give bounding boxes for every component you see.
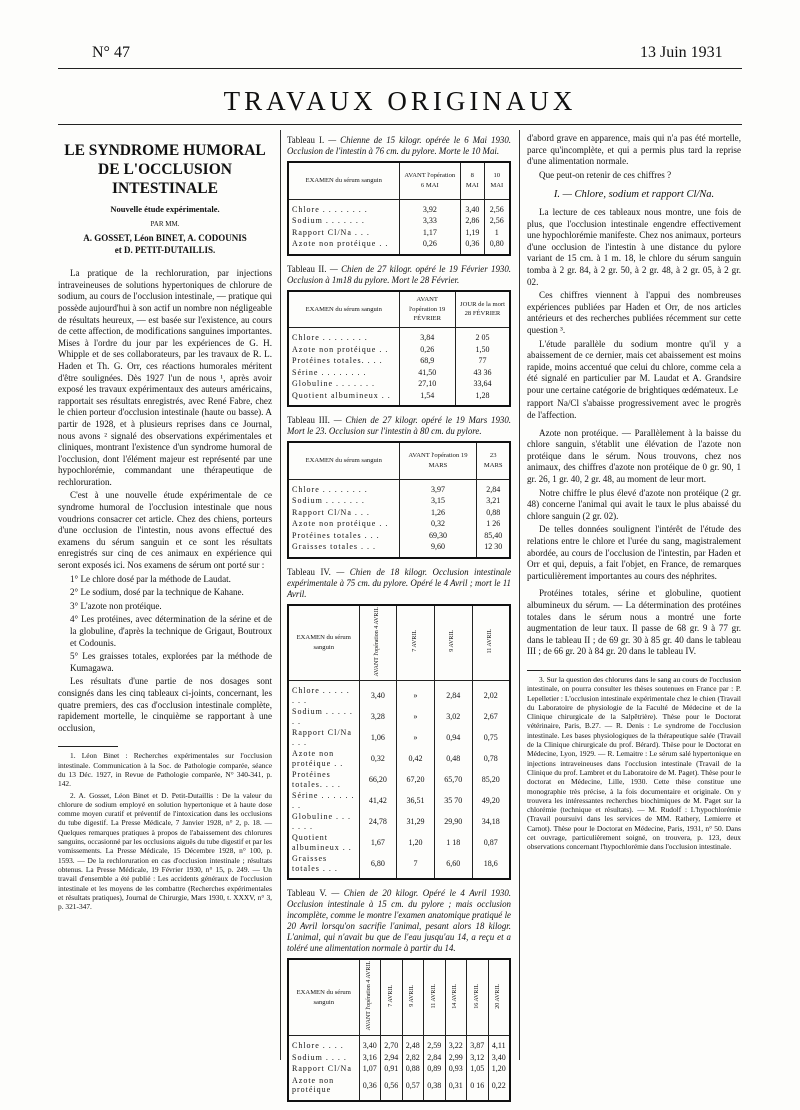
table-cell: 12 30 [477, 541, 509, 557]
table-caption-label: Tableau IV. [287, 566, 331, 577]
table-cell: 2,56 [484, 215, 509, 227]
row-label: Chlore . . . . . . . . [292, 686, 350, 705]
table-cell: 85,20 [472, 769, 509, 790]
table-cell: 18,6 [472, 853, 509, 878]
table-cell: 65,70 [434, 769, 472, 790]
table-cell: 1,20 [397, 832, 435, 853]
table-header-cell [445, 960, 467, 1035]
table-header-cell: JOUR de la mort 28 FÉVRIER [455, 292, 509, 328]
table-cell: 0,31 [445, 1075, 467, 1100]
table-caption-label: Tableau III. [287, 415, 330, 425]
column-divider-1 [280, 130, 281, 1060]
table-cell: » [397, 727, 435, 748]
table-cell: 2,84 [424, 1052, 446, 1064]
table-row [289, 853, 509, 878]
issue-date: 13 Juin 1931 [640, 44, 723, 61]
table-caption [287, 567, 511, 600]
table-cell: 3,12 [467, 1052, 489, 1064]
table-cell: 68,9 [399, 355, 455, 367]
tables-container [287, 135, 511, 1102]
paragraph: Les résultats d'une partie de nos dosages sont consignés dans les cinq tableaux ci-joints, concernant, les quatre premiers, des cas d'occlusion intestinale complète, rapidement mortelle, le cinquième se rapportant à une occlusion, [58, 676, 272, 733]
table-cell: 9,60 [399, 541, 477, 557]
table-cell: 49,20 [472, 790, 509, 811]
table-cell: 3,92 [399, 199, 461, 215]
page-number: N° 47 [92, 44, 130, 61]
table-row [289, 530, 509, 542]
table-cell: 3,02 [434, 706, 472, 727]
table-cell: 2,56 [484, 199, 509, 215]
paragraph: d'abord grave en apparence, mais qui n'a pas été mortelle, parce qu'incomplète, et qui a permis plus tard la reprise d'une alimentation normale. [527, 133, 741, 167]
row-label: Azote non protéique . . [292, 519, 389, 528]
footnote: 1. Léon Binet : Recherches expérimentales sur l'occlusion intestinale. Communication à la Soc. de Pathologie comparée, séance du 13 Déc. 1927, in Revue de Pathologie comparée, N° 340-341, p. 142. [58, 751, 272, 789]
table-row [289, 790, 509, 811]
table-cell: 41,50 [399, 367, 455, 379]
table-cell: 3,28 [359, 706, 397, 727]
data-table [287, 441, 511, 559]
table-caption-text: — Chien de 27 kilogr. opéré le 19 Mars 1930. Mort le 23. Occlusion sur l'intestin à 80 cm. du pylore. [287, 415, 511, 436]
table-cell: 0,87 [472, 832, 509, 853]
table-cell: 0,93 [445, 1063, 467, 1075]
paragraph: Ces chiffres viennent à l'appui des nombreuses expériences publiées par Haden et Orr, de nos articles antérieurs et des recherches publiées récemment sur cette question ³. [527, 290, 741, 335]
column-divider-2 [519, 130, 520, 1060]
row-label: Sodium . . . . [292, 1052, 347, 1062]
table-caption-text: — Chien de 27 kilogr. opéré le 19 Février 1930. Occlusion à 1m18 du pylore. Mort le 28 Février. [287, 263, 512, 285]
table-cell: 69,30 [399, 530, 477, 542]
row-label: Globuline . . . . . . . [292, 379, 375, 388]
row-label: Protéines totales . . . [292, 530, 380, 540]
row-label: Globuline . . . . . . . [292, 812, 351, 831]
table-header-cell: EXAMEN du sérum sanguin [289, 960, 359, 1035]
table-cell: 0,48 [434, 748, 472, 769]
article-subtitle: Nouvelle étude expérimentale. [110, 204, 220, 214]
table-row [289, 748, 509, 769]
table-header-cell [488, 960, 509, 1035]
row-label: Sérine . . . . . . . . [292, 791, 355, 810]
list-item: 2° Le sodium, dosé par la technique de Kahane. [70, 587, 244, 598]
table-cell: 2,59 [424, 1036, 446, 1052]
table-row [289, 378, 509, 390]
table-row [289, 727, 509, 748]
table-cell: 2,02 [472, 681, 509, 707]
table-cell: 0,26 [399, 238, 461, 254]
table-row [289, 681, 509, 707]
paragraph: La pratique de la rechloruration, par injections intraveineuses de solutions hypertoniques de chlorure de sodium, au cours de l'occlusion intestinale, — pratique qui possède aujourd'hui à son actif un nombre non négligeable de résultats heureux, — est basée sur l'existence, au cours de cette affection, de modifications sanguines importantes. Mises à l'ordre du jour par les expériences de G. H. Whipple et de ses collaborateurs, par les travaux de R. L. Haden et Th. G. Orr, ces réactions humorales méritent d'être soulignées. Dès 1927 l'un de nous ¹, après avoir exposé les travaux expérimentaux des auteurs américains, rapportait ses résultats enregistrés, avec René Fabre, chez le chien porteur d'occlusion intestinale (haute ou basse). A partir de 1928, et à plusieurs reprises dans ce Journal, nous avons ² signalé des observations expérimentales et cliniques, montrant l'existence d'un syndrome humoral de l'occlusion, dont l'élément majeur est représenté par une hypochlorémie, commandant une thérapeutique de rechloruration. [58, 268, 272, 487]
table-cell: 2,84 [477, 479, 509, 495]
table-cell: 7 [397, 853, 435, 878]
row-label: Sodium . . . . . . . [292, 496, 365, 505]
table-row [289, 199, 509, 215]
row-label: Chlore . . . . [292, 1041, 344, 1051]
table-cell: 33,64 [455, 378, 509, 390]
table-caption-label: Tableau II. [287, 263, 327, 274]
table-row [289, 390, 509, 406]
authors-line-1: A. GOSSET, Léon BINET, A. CODOUNIS [83, 233, 247, 244]
table-cell: 0,75 [472, 727, 509, 748]
table-cell: 43 36 [455, 367, 509, 379]
row-label: Rapport Cl/Na . . . [292, 227, 370, 237]
row-label: Rapport Cl/Na . . . [292, 728, 352, 747]
table-cell: 6,80 [359, 853, 397, 878]
header-text: AVANT l'opération 4 AVRIL [366, 961, 372, 1031]
table-header-cell [359, 606, 397, 681]
table-cell: 0,36 [461, 238, 484, 254]
table-cell: 1,50 [455, 344, 509, 356]
row-label: Protéines totales. . . . [292, 356, 383, 365]
table-cell: 0,32 [399, 518, 477, 530]
table-cell: 3,40 [359, 681, 397, 707]
table-cell: 0,88 [402, 1063, 424, 1075]
table-cell: 2,70 [381, 1036, 403, 1052]
table-cell: 0,94 [434, 727, 472, 748]
row-label: Sodium . . . . . . . [292, 707, 353, 726]
par-label: PAR MM. [150, 219, 180, 228]
table-header-cell [381, 960, 403, 1035]
table-caption [287, 135, 511, 157]
table-cell: 3,16 [359, 1052, 381, 1064]
header-text: 20 AVRIL [495, 983, 501, 1009]
table-header-cell: 8 MAI [461, 163, 484, 199]
row-label: Azote non protéique [292, 1075, 335, 1095]
table-header-cell [402, 960, 424, 1035]
table-cell: » [397, 681, 435, 707]
table-cell: 1 26 [477, 518, 509, 530]
table-row [289, 811, 509, 832]
table-cell: 0,78 [472, 748, 509, 769]
table-caption-text: — Chienne de 15 kilogr. opérée le 6 Mai 1930. Occlusion de l'intestin à 76 cm. du pylore. Morte le 10 Mai. [287, 135, 512, 156]
section-heading-text: I. — Chlore, sodium et rapport Cl/Na. [553, 189, 715, 201]
table-cell: 1,05 [467, 1063, 489, 1075]
data-table [287, 290, 511, 408]
table-caption [287, 264, 511, 286]
table-cell: 2,99 [445, 1052, 467, 1064]
table-cell: 1,06 [359, 727, 397, 748]
table-row [289, 832, 509, 853]
footnote: 3. Sur la question des chlorures dans le sang au cours de l'occlusion intestinale, on pourra consulter les thèses soutenues en France par : P. Lepelletier : L'occlusion intestinale expérimentale chez le chien (Travail du Laboratoire de physiologie de la Faculté de Médecine et de la Clinique chirurgicale de la Salpêtrière). Thèse pour le Doctorat vétérinaire, Paris, B.27. — R. Denis : Le syndrome de l'occlusion intestinale. Les bases physiologiques de la thérapeutique salée (Travail de la Clinique chirurgicale du prof. Bérard). Thèse pour le Doctorat en Médecine, Lyon, 1929. — R. Lemaitre : Le sérum salé hypertonique en injections intraveineuses dans l'occlusion intestinale (Travail de la Clinique du prof. Lambret et du Laboratoire de M. Paget). Thèse pour le doctorat en Médecine, Lille, 1930. Cette thèse constitue une monographie très précise, à la fois documentaire et originale. On y trouvera les intéressantes recherches biochimiques de M. Paget sur la chlorémie (technique et résultats). — M. Rudolf : L'hypochlorémie (Travail poursuivi dans les services de MM. Rathery, Lemierre et Carnot). Thèse pour le Doctorat en Médecine, Paris, 1931, n° 50. Dans cet ouvrage, particulièrement soigné, on trouvera, p. 123, deux observations concernant l'hypochlorémie dans l'occlusion intestinale. [527, 674, 741, 852]
table-row [289, 227, 509, 239]
table-caption [287, 415, 511, 437]
table-cell: 41,42 [359, 790, 397, 811]
table-cell: 3,21 [477, 495, 509, 507]
row-label: Sérine . . . . . . . . [292, 367, 367, 377]
data-table [287, 604, 511, 881]
row-label: Chlore . . . . . . . . [292, 484, 368, 494]
paragraph: Azote non protéique. — Parallèlement à la baisse du chlore sanguin, s'établit une élévation de l'azote non protéique dans le sérum. Nous trouvons, chez nos animaux, des chiffres d'azote non protéique de 0 gr. 90, 1 gr. 26, 1 gr. 40, 2 gr. 48, au moment de leur mort. [527, 427, 741, 485]
list-item: 3° L'azote non protéique. [70, 600, 162, 611]
table-caption-text: — Chien de 20 kilogr. Opéré le 4 Avril 1930. Occlusion intestinale à 15 cm. du pylore ; mais occlusion incomplète, comme le montre l'examen anatomique pratiqué le 20 Avril lorsqu'on sacrifie l'animal, pesant alors 18 kilogr. L'animal, qui n'avait bu que de l'eau jusqu'au 14, a reçu et a toléré une alimentation normale à partir du 14. [287, 888, 511, 954]
row-label: Sodium . . . . . . . [292, 216, 365, 225]
table-row [289, 541, 509, 557]
table-cell: 3,40 [359, 1036, 381, 1052]
table-cell: 0,57 [402, 1075, 424, 1100]
article-title: LE SYNDROME HUMORAL DE L'OCCLUSION INTESTINALE [64, 142, 266, 197]
left-column [58, 133, 272, 913]
table-cell: 29,90 [434, 811, 472, 832]
table-cell: 3,40 [488, 1052, 509, 1064]
table-row [289, 1063, 509, 1075]
table-row [289, 238, 509, 254]
table-cell: 3,97 [399, 479, 477, 495]
table-cell: 1,17 [399, 227, 461, 239]
table-cell: 2,82 [402, 1052, 424, 1064]
table-cell: 0,88 [477, 507, 509, 519]
table-cell: 1,67 [359, 832, 397, 853]
table-cell: 35 70 [434, 790, 472, 811]
table-cell: 2,48 [402, 1036, 424, 1052]
table-cell: 2 05 [455, 328, 509, 344]
list-item: 1° Le chlore dosé par la méthode de Laudat. [70, 573, 231, 584]
row-label: Azote non protéique . . [292, 344, 389, 354]
table-header-cell: EXAMEN du sérum sanguin [289, 292, 399, 328]
table-cell: 0,89 [424, 1063, 446, 1075]
table-row [289, 769, 509, 790]
table-cell: 0,32 [359, 748, 397, 769]
tables-column [287, 133, 511, 1110]
header-text: AVANT l'opération 4 AVRIL [374, 606, 381, 676]
table-cell: 4,11 [488, 1036, 509, 1052]
row-label: Quotient albumineux . . [292, 833, 352, 852]
header-text: 9 AVRIL [449, 630, 456, 653]
table-cell: 3,87 [467, 1036, 489, 1052]
table-row [289, 706, 509, 727]
table-cell: 1 [484, 227, 509, 239]
table-header-cell: AVANT l'opération 6 MAI [399, 163, 461, 199]
table-cell: 3,84 [399, 328, 455, 344]
table-row [289, 328, 509, 344]
table-header-cell: EXAMEN du sérum sanguin [289, 606, 359, 681]
table-row [289, 344, 509, 356]
row-label: Graisses totales . . . [292, 542, 376, 551]
table-cell: 3,15 [399, 495, 477, 507]
table-cell: 0,26 [399, 344, 455, 356]
paragraph: Notre chiffre le plus élevé d'azote non protéique (2 gr. 48) concerne l'animal qui avait le taux le plus abaissé du chlore sanguin (2 gr. 02). [527, 487, 741, 521]
table-row [289, 507, 509, 519]
row-label: Protéines totales. . . . [292, 770, 341, 789]
table-cell: 85,40 [477, 530, 509, 542]
section-heading [527, 189, 741, 201]
table-row [289, 518, 509, 530]
table-header-cell [434, 606, 472, 681]
header-text: 14 AVRIL [452, 983, 458, 1009]
row-label: Chlore . . . . . . . . [292, 333, 368, 342]
table-header-cell [397, 606, 435, 681]
footnote-rule [527, 670, 741, 671]
table-row [289, 355, 509, 367]
header-text: 9 AVRIL [409, 985, 415, 1008]
paragraph: L'étude parallèle du sodium montre qu'il y a abaissement de ce dernier, mais cet abaissement est moins rapide, moins accentué que celui du chlore, comme cela a été signalé en particulier par M. Laudat et A. Grandsire pour une certaine catégorie de brightiques œdémateux. Le [527, 338, 741, 395]
section-title: TRAVAUX ORIGINAUX [223, 86, 577, 116]
table-header-cell [359, 960, 381, 1035]
table-header-cell: EXAMEN du sérum sanguin [289, 163, 399, 199]
list-item: 5° Les graisses totales, explorées par la méthode de Kumagawa. [70, 651, 272, 673]
row-label: Azote non protéique . . [292, 749, 344, 768]
list-item: 4° Les protéines, avec détermination de la sérine et de la globuline, d'après la technique de Grigaut, Boutroux et Codounis. [70, 614, 272, 648]
table-row [289, 479, 509, 495]
table-cell: 0,42 [397, 748, 435, 769]
table-cell: 0,80 [484, 238, 509, 254]
table-header-cell: AVANT l'opération 19 MARS [399, 443, 477, 479]
table-cell: » [397, 706, 435, 727]
table-row [289, 1052, 509, 1064]
table-cell: 0,38 [424, 1075, 446, 1100]
table-cell: 0,56 [381, 1075, 403, 1100]
table-cell: 1,20 [488, 1063, 509, 1075]
table-cell: 31,29 [397, 811, 435, 832]
table-cell: 1,54 [399, 390, 455, 406]
table-cell: 1 18 [434, 832, 472, 853]
header-text: 11 AVRIL [430, 983, 437, 1009]
table-caption-text: — Chien de 18 kilogr. Occlusion intestinale expérimentale à 75 cm. du pylore. Opéré le 4 Avril ; mort le 11 Avril. [287, 566, 512, 599]
table-header-cell [472, 606, 509, 681]
header-text: 7 AVRIL [387, 985, 394, 1008]
title-rule [58, 124, 742, 125]
table-row [289, 495, 509, 507]
table-cell: 66,20 [359, 769, 397, 790]
row-label: Rapport Cl/Na . . . [292, 507, 370, 517]
table-cell: 24,78 [359, 811, 397, 832]
table-cell: 2,67 [472, 706, 509, 727]
table-header-cell: EXAMEN du sérum sanguin [289, 443, 399, 479]
table-cell: 6,60 [434, 853, 472, 878]
paragraph: La lecture de ces tableaux nous montre, une fois de plus, que l'occlusion intestinale engendre effectivement une hypochlorémie manifeste. Chez nos animaux, porteurs d'une occlusion de l'intestin à une distance du pylore variant de 15 cm. à 1 m. 18, le chlore du sérum sanguin tomba à 2 gr. 84, à 2 gr. 50, à 2 gr. 48, à 2 gr. 05, à 2 gr. 02. [527, 206, 741, 287]
table-cell: 1,28 [455, 390, 509, 406]
paragraph: Que peut-on retenir de ces chiffres ? [539, 169, 672, 180]
table-cell: 1,19 [461, 227, 484, 239]
right-column [527, 133, 741, 854]
table-row [289, 367, 509, 379]
header-text: 7 AVRIL [411, 630, 418, 653]
table-header-cell: AVANT l'opération 19 FÉVRIER [399, 292, 455, 328]
table-cell: 0,36 [359, 1075, 381, 1100]
header-rule [58, 68, 742, 69]
data-table [287, 161, 511, 256]
footnote: 2. A. Gosset, Léon Binet et D. Petit-Dutaillis : De la valeur du chlorure de sodium employé en solution hypertonique et à haute dose comme moyen curatif et préventif de l'intoxication dans les occlusions du tube digestif. La Presse Médicale, 7 Janvier 1928, n° 2, p. 18. — Quelques remarques pratiques à propos de l'abaissement des chlorures sanguins, occasionné par les occlusions aiguës du tube digestif et par les vomissements. La Presse Médicale, 15 Décembre 1928, n° 100, p. 1593. — De la rechloruration en cas d'occlusion intestinale ; résultats obtenus. La Presse Médicale, 19 Février 1930, n° 15, p. 249. — Un travail d'ensemble a été publié : Les accidents généraux de l'occlusion intestinale et les moyens de les combattre (Recherches expérimentales et résultats pratiques), Journal de Chirurgie, Mars 1930, t. XXXV, n° 3, p. 321-347. [58, 790, 272, 912]
table-cell: 77 [455, 355, 509, 367]
table-caption [287, 888, 511, 954]
table-cell: 1,07 [359, 1063, 381, 1075]
table-cell: 3,40 [461, 199, 484, 215]
table-cell: 2,86 [461, 215, 484, 227]
paragraph: De telles données soulignent l'intérêt de l'étude des relations entre le chlore et l'urée du sang, magistralement abordée, au cours de l'occlusion de l'intestin, par Haden et Orr et qui, depuis, a fait l'objet, en France, de remarques particulièrement importantes au cours des néphrites. [527, 524, 741, 581]
paragraph: rapport Na/Cl s'abaisse progressivement avec le progrès de l'affection. [527, 398, 741, 421]
table-cell: 0,91 [381, 1063, 403, 1075]
header-text: 11 AVRIL [487, 628, 494, 654]
row-label: Rapport Cl/Na [292, 1064, 352, 1074]
table-cell: 27,10 [399, 378, 455, 390]
table-cell: 2,84 [434, 681, 472, 707]
header-text: 16 AVRIL [473, 983, 480, 1009]
table-header-cell [424, 960, 446, 1035]
footnote-rule [58, 746, 118, 747]
table-caption-label: Tableau I. [287, 135, 325, 145]
table-cell: 34,18 [472, 811, 509, 832]
authors-line-2: et D. PETIT-DUTAILLIS. [114, 245, 216, 256]
table-row [289, 1075, 509, 1100]
authors [58, 232, 272, 256]
table-cell: 1,26 [399, 507, 477, 519]
table-cell: 67,20 [397, 769, 435, 790]
table-row [289, 215, 509, 227]
table-header-cell [467, 960, 489, 1035]
table-cell: 3,22 [445, 1036, 467, 1052]
table-cell: 36,51 [397, 790, 435, 811]
table-row [289, 1036, 509, 1052]
row-label: Graisses totales . . . [292, 854, 338, 873]
table-cell: 3,33 [399, 215, 461, 227]
table-cell: 2,94 [381, 1052, 403, 1064]
row-label: Azote non protéique . . [292, 239, 389, 248]
table-header-cell: 23 MARS [477, 443, 509, 479]
table-cell: 0 16 [467, 1075, 489, 1100]
row-label: Chlore . . . . . . . . [292, 204, 368, 214]
paragraph: C'est à une nouvelle étude expérimentale de ce syndrome humoral de l'occlusion intestinale que nous voudrions consacrer cet article. Chez des chiens, porteurs d'une occlusion de l'intestin, nous avons effectué des examens du sérum sanguin et ce sont les résultats enregistrés sur cinq de ces animaux en expérience qui seront exposés ici. Nos examens de sérum ont porté sur : [58, 490, 272, 571]
table-caption-label: Tableau V. [287, 888, 327, 899]
paragraph: Protéines totales, sérine et globuline, quotient albumineux du sérum. — La détermination des protéines totales dans le sérum nous a montré une forte augmentation de leur taux. Il passe de 68 gr. 9 à 77 gr. dans le tableau II ; de 69 gr. 30 à 85 gr. 40 dans le tableau III ; de 66 gr. 20 à 84 gr. 20 dans le tableau IV. [527, 588, 741, 657]
table-cell: 0,22 [488, 1075, 509, 1100]
data-table [287, 958, 511, 1101]
table-header-cell: 10 MAI [484, 163, 509, 199]
row-label: Quotient albumineux . . [292, 390, 391, 400]
